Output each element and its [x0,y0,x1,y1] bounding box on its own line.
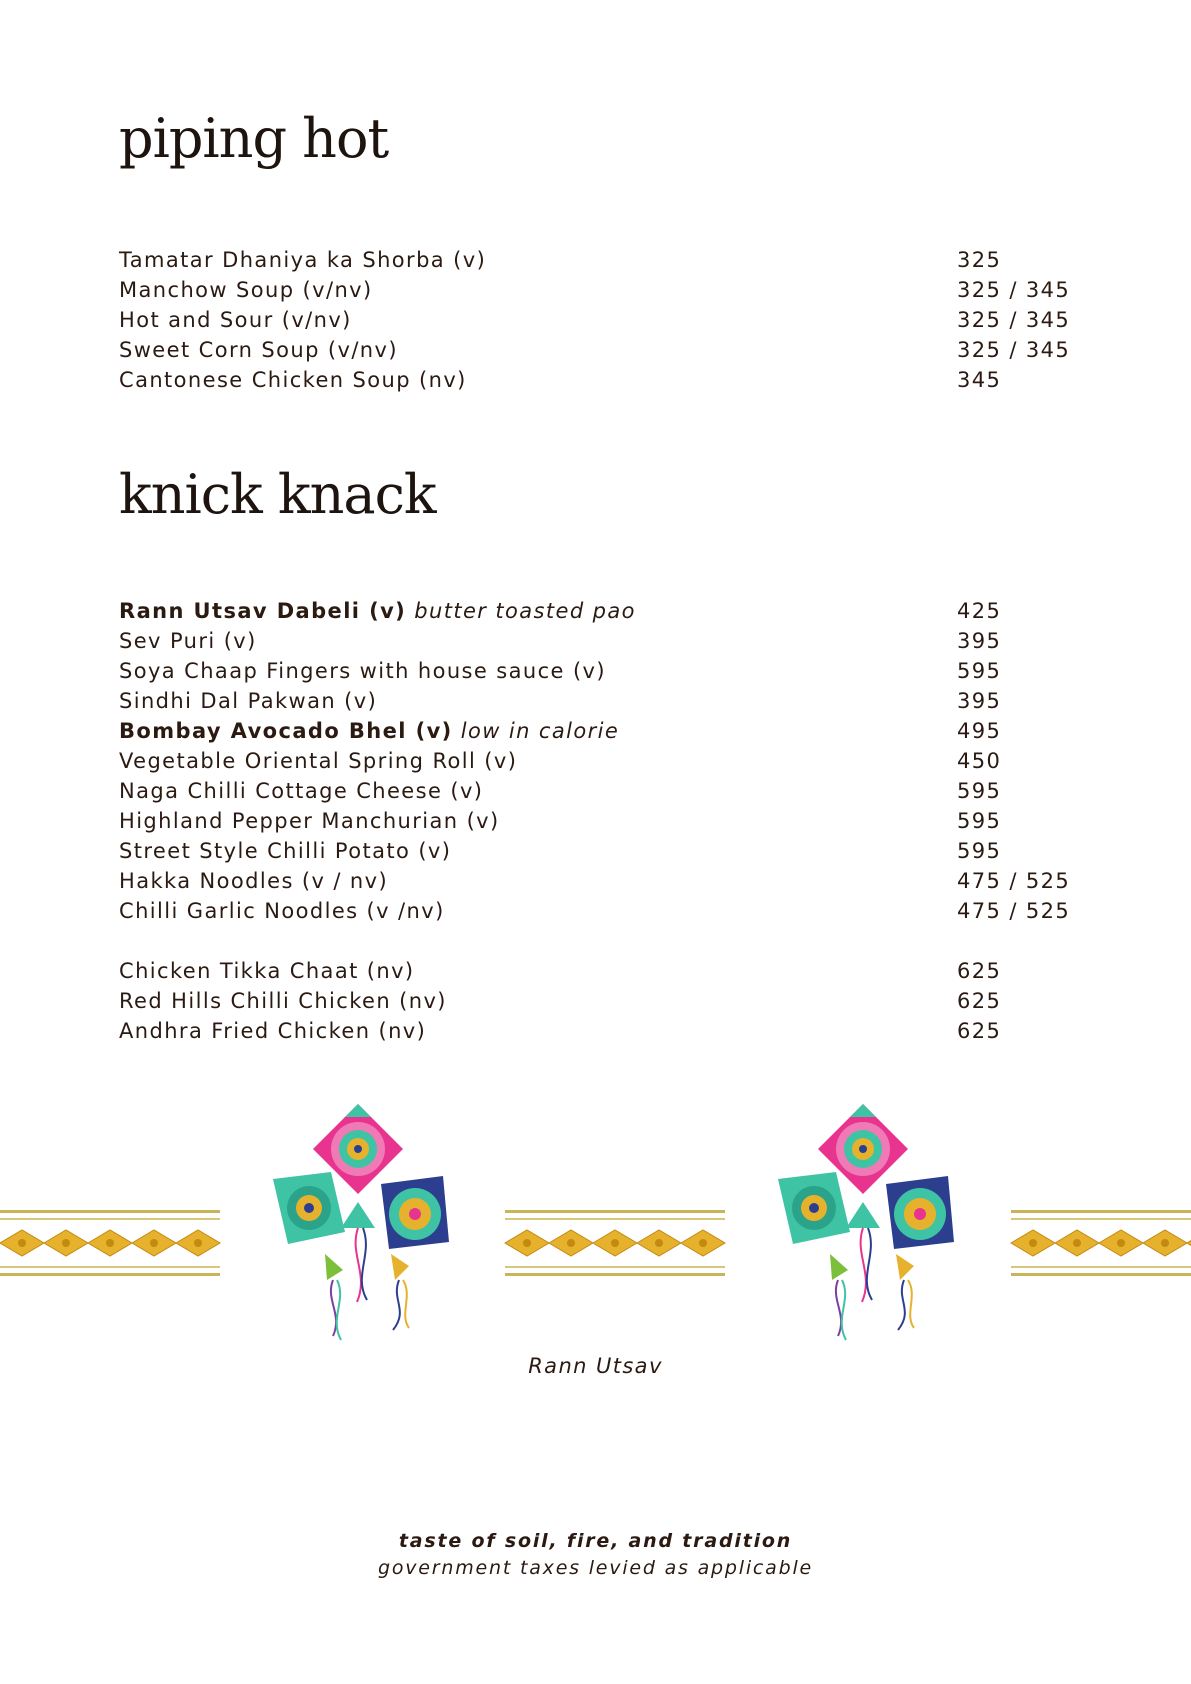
footer-taxes-note: government taxes levied as applicable [377,1557,814,1579]
menu-item [119,896,1079,926]
item-name: Soya Chaap Fingers with house sauce (v) [119,659,606,683]
border-strip-right [1011,1210,1191,1276]
menu-item [119,806,1079,836]
item-price: 625 [957,989,1002,1013]
item-name: Cantonese Chicken Soup (nv) [119,368,467,392]
item-price: 325 [957,248,1002,272]
kites-icon [273,1104,449,1340]
menu-item [119,596,1079,626]
item-name: Bombay Avocado Bhel (v) [119,719,453,743]
item-note: butter toasted pao [414,599,636,623]
item-name: Sev Puri (v) [119,629,257,653]
menu-item [119,956,1079,986]
menu-item [119,746,1079,776]
item-price: 395 [957,629,1002,653]
kites-decoration [0,1100,1191,1360]
footer-tagline: taste of soil, fire, and tradition [398,1530,793,1552]
item-price: 325 / 345 [957,338,1071,362]
item-name: Street Style Chilli Potato (v) [119,839,452,863]
menu-item [119,626,1079,656]
menu-item [119,686,1079,716]
rann-utsav-caption: Rann Utsav [528,1354,663,1378]
menu-item [119,656,1079,686]
border-strip-left [0,1210,220,1276]
item-price: 625 [957,1019,1002,1043]
item-name: Manchow Soup (v/nv) [119,278,373,302]
item-name: Hakka Noodles (v / nv) [119,869,389,893]
item-price: 475 / 525 [957,899,1071,923]
item-price: 325 / 345 [957,278,1071,302]
item-name: Chilli Garlic Noodles (v /nv) [119,899,445,923]
item-price: 425 [957,599,1002,623]
item-price: 395 [957,689,1002,713]
item-price: 625 [957,959,1002,983]
menu-item [119,305,1079,335]
item-name: Sweet Corn Soup (v/nv) [119,338,398,362]
item-name: Tamatar Dhaniya ka Shorba (v) [119,248,487,272]
item-name: Vegetable Oriental Spring Roll (v) [119,749,518,773]
menu-item [119,836,1079,866]
menu-item [119,1016,1079,1046]
item-price: 595 [957,779,1002,803]
section-title-piping-hot: piping hot [119,107,389,170]
item-price: 475 / 525 [957,869,1071,893]
knick-knack-list [119,596,1079,1046]
menu-item [119,986,1079,1016]
item-name: Hot and Sour (v/nv) [119,308,352,332]
item-price: 595 [957,659,1002,683]
menu-item [119,245,1079,275]
menu-item [119,716,1079,746]
item-price: 595 [957,839,1002,863]
item-price: 450 [957,749,1002,773]
item-name: Naga Chilli Cottage Cheese (v) [119,779,484,803]
item-name: Red Hills Chilli Chicken (nv) [119,989,447,1013]
border-strip-center [505,1210,725,1276]
menu-item [119,776,1079,806]
menu-item [119,866,1079,896]
item-name: Highland Pepper Manchurian (v) [119,809,500,833]
item-name: Chicken Tikka Chaat (nv) [119,959,415,983]
section-title-knick-knack: knick knack [119,463,436,526]
item-name: Sindhi Dal Pakwan (v) [119,689,378,713]
item-price: 495 [957,719,1002,743]
item-price: 345 [957,368,1002,392]
menu-item [119,335,1079,365]
item-price: 325 / 345 [957,308,1071,332]
item-price: 595 [957,809,1002,833]
menu-item [119,365,1079,395]
kites-icon [778,1104,954,1340]
piping-hot-list [119,245,1079,395]
menu-item [119,275,1079,305]
item-name: Andhra Fried Chicken (nv) [119,1019,427,1043]
item-note: low in calorie [460,719,620,743]
item-name: Rann Utsav Dabeli (v) [119,599,407,623]
